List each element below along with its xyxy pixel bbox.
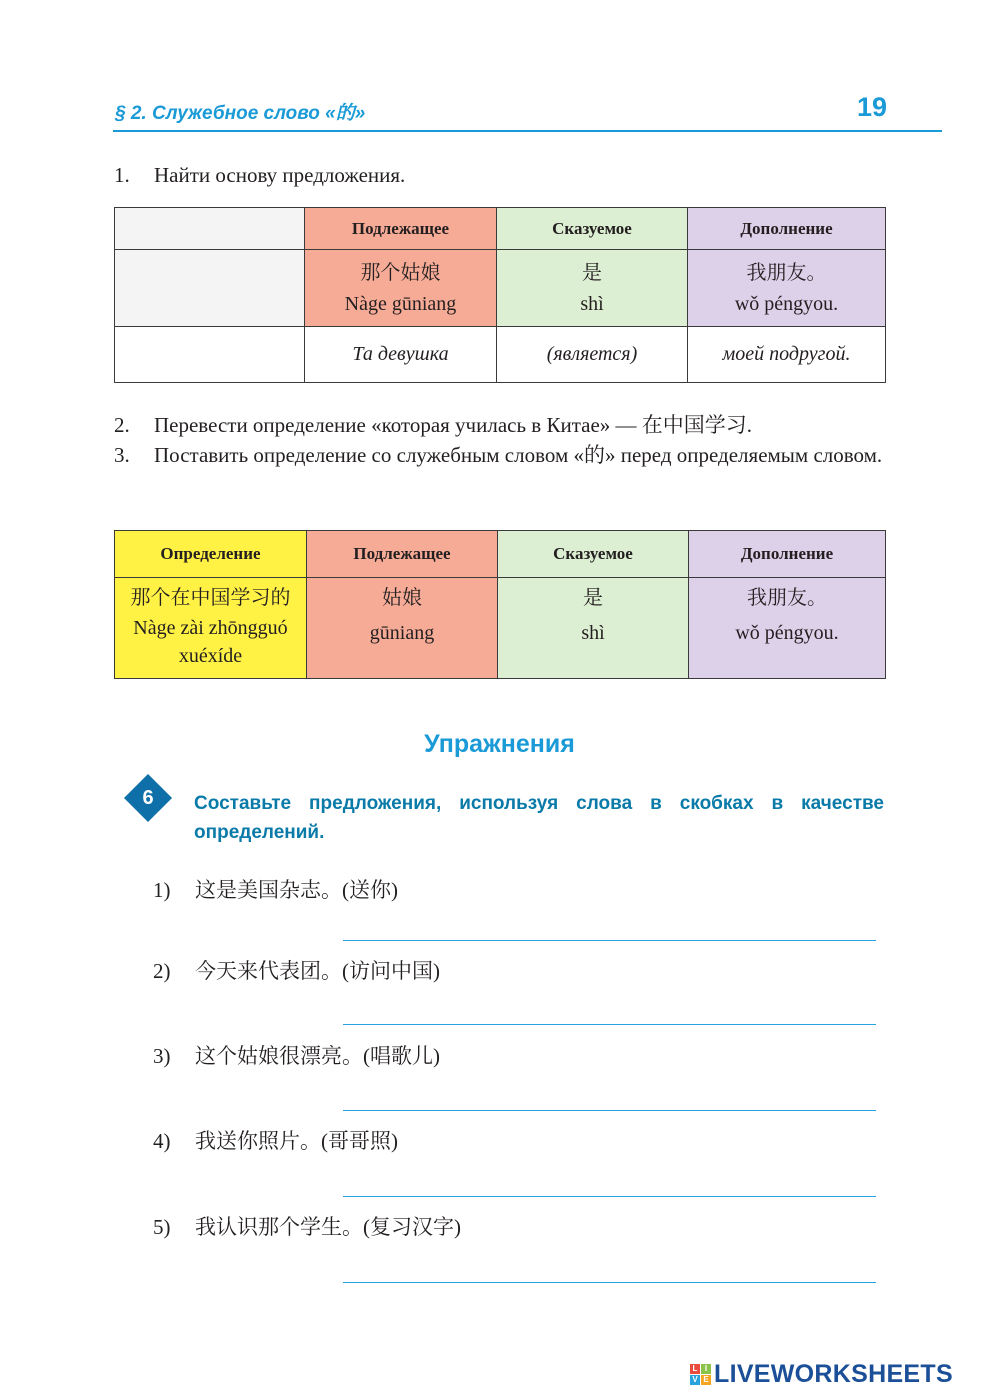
subject-chinese: 那个姑娘 xyxy=(360,262,441,284)
answer-input-1[interactable] xyxy=(343,924,876,941)
answer-input-5[interactable] xyxy=(343,1266,876,1283)
object-cell xyxy=(689,578,886,679)
header-object: Дополнение xyxy=(689,531,886,578)
object-chinese: 我朋友。 xyxy=(747,587,827,609)
header-object: Дополнение xyxy=(688,208,886,250)
exercise-number: 2) xyxy=(153,959,171,983)
brand-name: LIVEWORKSHEETS xyxy=(714,1359,953,1388)
logo-letter: I xyxy=(701,1364,711,1374)
predicate-chinese: 是 xyxy=(582,262,602,284)
page-number: 19 xyxy=(856,92,887,122)
subject-translation: Та девушка xyxy=(305,327,497,383)
exercise-item-2 xyxy=(153,957,440,985)
subject-cell xyxy=(305,250,497,327)
exercise-item-3 xyxy=(153,1042,440,1070)
subject-cell xyxy=(307,578,498,679)
object-translation: моей подругой. xyxy=(688,327,886,383)
table-row-label-cell xyxy=(115,250,305,327)
step-text: Найти основу предложения. xyxy=(154,163,406,187)
step-number: 3. xyxy=(114,443,130,467)
step-3 xyxy=(114,440,885,470)
object-chinese: 我朋友。 xyxy=(746,262,827,284)
exercise-item-5 xyxy=(153,1213,461,1241)
exercise-prompt: 今天来代表团。(访问中国) xyxy=(195,959,440,983)
exercises-heading: Упражнения xyxy=(424,730,575,758)
attribute-pinyin: Nàge zài zhōngguó xuéxíde xyxy=(133,617,288,667)
liveworksheets-logo[interactable] xyxy=(690,1359,953,1389)
step-text: Поставить определение со служебным словом «的» перед определяемым словом. xyxy=(154,443,883,467)
exercise-number: 1) xyxy=(153,878,171,902)
object-cell xyxy=(688,250,886,327)
predicate-chinese: 是 xyxy=(583,587,603,609)
step-2 xyxy=(114,410,885,440)
attribute-sentence-table xyxy=(114,530,886,679)
subject-pinyin: Nàge gūniang xyxy=(344,293,457,315)
attribute-chinese: 那个在中国学习的 xyxy=(130,587,291,609)
exercise-number: 3) xyxy=(153,1044,171,1068)
header-subject: Подлежащее xyxy=(305,208,497,250)
sentence-core-table xyxy=(114,207,886,383)
header-subject: Подлежащее xyxy=(307,531,498,578)
exercise-number: 5) xyxy=(153,1215,171,1239)
answer-input-2[interactable] xyxy=(343,1008,876,1025)
predicate-cell xyxy=(498,578,689,679)
step-number: 1. xyxy=(114,163,130,187)
exercise-item-4 xyxy=(153,1127,398,1155)
section-title: § 2. Служебное слово «的» xyxy=(115,103,366,124)
step-number: 2. xyxy=(114,413,130,437)
step-1 xyxy=(114,160,885,190)
header-divider xyxy=(113,130,942,132)
attribute-cell xyxy=(115,578,307,679)
table-corner-cell xyxy=(115,208,305,250)
object-pinyin: wǒ péngyou. xyxy=(734,293,839,315)
subject-pinyin: gūniang xyxy=(369,622,435,644)
header-predicate: Сказуемое xyxy=(497,208,688,250)
table-row-label-cell xyxy=(115,327,305,383)
logo-letter: L xyxy=(690,1364,700,1374)
answer-input-4[interactable] xyxy=(343,1180,876,1197)
exercise-number: 4) xyxy=(153,1129,171,1153)
logo-letter: E xyxy=(701,1375,711,1385)
task-number: 6 xyxy=(142,787,154,809)
subject-chinese: 姑娘 xyxy=(382,587,422,609)
object-pinyin: wǒ péngyou. xyxy=(735,622,839,644)
logo-letter: V xyxy=(690,1375,700,1385)
step-text: Перевести определение «которая училась в Китае» — 在中国学习. xyxy=(154,413,753,437)
predicate-translation: (является) xyxy=(497,327,688,383)
header-predicate: Сказуемое xyxy=(498,531,689,578)
task-instruction: Составьте предложения, используя слова в скобках в качестве определений. xyxy=(194,793,884,843)
exercise-prompt: 这是美国杂志。(送你) xyxy=(195,878,398,902)
exercise-item-1 xyxy=(153,876,398,904)
predicate-pinyin: shì xyxy=(581,622,605,644)
predicate-pinyin: shì xyxy=(580,293,604,315)
predicate-cell xyxy=(497,250,688,327)
answer-input-3[interactable] xyxy=(343,1094,876,1111)
exercise-prompt: 我送你照片。(哥哥照) xyxy=(195,1129,398,1153)
exercise-prompt: 这个姑娘很漂亮。(唱歌儿) xyxy=(195,1044,440,1068)
header-attribute: Определение xyxy=(115,531,307,578)
live-blocks-icon xyxy=(690,1364,711,1385)
exercise-prompt: 我认识那个学生。(复习汉字) xyxy=(195,1215,461,1239)
